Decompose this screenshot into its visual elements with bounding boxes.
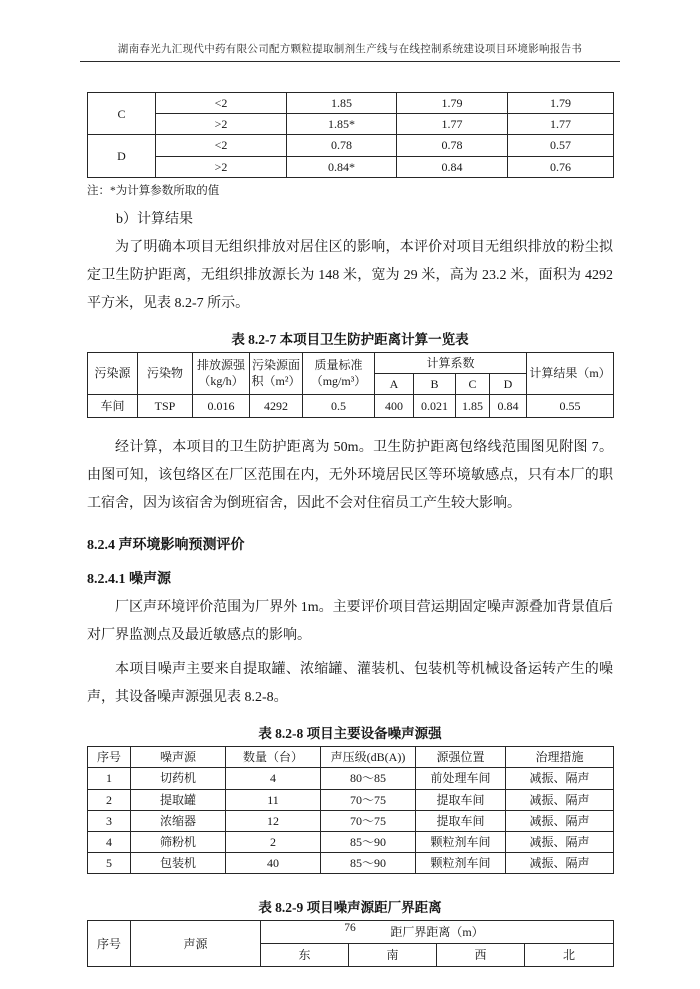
header-source: 污染源	[88, 352, 138, 394]
cell: 400	[375, 395, 414, 418]
cell: 0.76	[508, 156, 614, 177]
paragraph-dust-protection: 为了明确本项目无组织排放对居住区的影响，本评价对项目无组织排放的粉尘拟定卫生防护距离，无组织排放源长为 148 米，宽为 29 米，高为 23.2 米，面积为 4292 平方米，见表 8.2-7 所示。	[87, 239, 613, 311]
cell: 4	[226, 768, 321, 789]
cell: <2	[156, 135, 287, 156]
cell: 2	[88, 789, 131, 810]
cell: 0.5	[303, 395, 375, 418]
cell: 0.84*	[287, 156, 397, 177]
table-827-title: 表 8.2-7 本项目卫生防护距离计算一览表	[231, 331, 469, 347]
cell: 减振、隔声	[506, 853, 614, 874]
group-label: C	[88, 93, 156, 135]
document-header-title: 湖南春光九汇现代中药有限公司配方颗粒提取制剂生产线与在线控制系统建设项目环境影响报告书	[80, 41, 620, 62]
cell: 0.84	[397, 156, 508, 177]
page-content	[87, 92, 613, 967]
cell: 切药机	[131, 768, 226, 789]
header-emission: 排放源强（kg/h）	[193, 352, 250, 394]
cell: 70～75	[321, 810, 416, 831]
cell: >2	[156, 156, 287, 177]
cell: 12	[226, 810, 321, 831]
header-location: 源强位置	[416, 747, 506, 768]
table-row	[88, 831, 614, 852]
table-829-title: 表 8.2-9 项目噪声源距厂界距离	[258, 900, 442, 916]
table-828-title: 表 8.2-8 项目主要设备噪声源强	[258, 726, 442, 742]
cell: 减振、隔声	[506, 789, 614, 810]
header-index: 序号	[88, 747, 131, 768]
header-sound-source: 声源	[131, 921, 261, 967]
cell: 车间	[88, 395, 138, 418]
table-row	[88, 853, 614, 874]
header-coeff-d: D	[490, 373, 527, 394]
cell: 0.84	[490, 395, 527, 418]
section-824-heading: 8.2.4 声环境影响预测评价	[87, 538, 245, 554]
table-header-row	[88, 352, 614, 373]
cell: 1.85*	[287, 114, 397, 135]
cell: 1.85	[456, 395, 490, 418]
cell: 前处理车间	[416, 768, 506, 789]
table-row	[88, 395, 614, 418]
cell: TSP	[138, 395, 193, 418]
header-distance-group: 距厂界距离（m）	[261, 921, 614, 944]
cell: 5	[88, 853, 131, 874]
cell: 1.79	[508, 93, 614, 114]
table-row	[88, 789, 614, 810]
cell: 包装机	[131, 853, 226, 874]
header-coeff-b: B	[414, 373, 456, 394]
cell: 0.55	[527, 395, 614, 418]
page-number: 76	[344, 922, 356, 934]
cell: 0.57	[508, 135, 614, 156]
cell: 减振、隔声	[506, 810, 614, 831]
cell: 提取车间	[416, 810, 506, 831]
cell: 1.77	[397, 114, 508, 135]
table-row	[88, 93, 614, 114]
header-coeff-a: A	[375, 373, 414, 394]
header-north: 北	[525, 944, 614, 967]
table-row	[88, 768, 614, 789]
section-8241-heading: 8.2.4.1 噪声源	[87, 572, 171, 588]
header-area: 污染源面积（m²）	[250, 352, 303, 394]
cell: 0.78	[397, 135, 508, 156]
cell: 1	[88, 768, 131, 789]
paragraph-noise-sources: 本项目噪声主要来自提取罐、浓缩罐、灌装机、包装机等机械设备运转产生的噪声，其设备噪声源强见表 8.2-8。	[87, 662, 613, 706]
header-quantity: 数量（台）	[226, 747, 321, 768]
table-row	[88, 114, 614, 135]
header-standard: 质量标准（mg/m³）	[303, 352, 375, 394]
cell: >2	[156, 114, 287, 135]
cell: 筛粉机	[131, 831, 226, 852]
group-label: D	[88, 135, 156, 177]
cell: 颗粒剂车间	[416, 831, 506, 852]
cell: 0.021	[414, 395, 456, 418]
cell: 40	[226, 853, 321, 874]
header-mitigation: 治理措施	[506, 747, 614, 768]
coefficient-continuation-table	[87, 92, 614, 178]
cell: 2	[226, 831, 321, 852]
subsection-b-heading: b）计算结果	[116, 211, 193, 227]
header-result: 计算结果（m）	[527, 352, 614, 394]
header-pollutant: 污染物	[138, 352, 193, 394]
equipment-noise-table	[87, 746, 614, 874]
cell: <2	[156, 93, 287, 114]
table-row	[88, 135, 614, 156]
cell: 0.78	[287, 135, 397, 156]
cell: 1.85	[287, 93, 397, 114]
cell: 颗粒剂车间	[416, 853, 506, 874]
cell: 1.79	[397, 93, 508, 114]
cell: 11	[226, 789, 321, 810]
cell: 80～85	[321, 768, 416, 789]
header-sound-level: 声压级(dB(A))	[321, 747, 416, 768]
table-row	[88, 156, 614, 177]
paragraph-noise-scope: 厂区声环境评价范围为厂界外 1m。主要评价项目营运期固定噪声源叠加背景值后对厂界监测点及最近敏感点的影响。	[87, 600, 613, 644]
header-west: 西	[437, 944, 525, 967]
cell: 4292	[250, 395, 303, 418]
header-coeff-c: C	[456, 373, 490, 394]
header-south: 南	[349, 944, 437, 967]
paragraph-calculation-result: 经计算，本项目的卫生防护距离为 50m。卫生防护距离包络线范围图见附图 7。由图可知，该包络区在厂区范围在内，无外环境居民区等环境敏感点，只有本厂的职工宿舍，因为该宿舍为倒班宿舍，因此不会对住宿员工产生较大影响。	[87, 440, 613, 512]
header-east: 东	[261, 944, 349, 967]
cell: 减振、隔声	[506, 768, 614, 789]
table-footnote: 注：*为计算参数所取的值	[87, 184, 220, 197]
cell: 3	[88, 810, 131, 831]
cell: 85～90	[321, 853, 416, 874]
cell: 减振、隔声	[506, 831, 614, 852]
cell: 0.016	[193, 395, 250, 418]
cell: 提取车间	[416, 789, 506, 810]
cell: 85～90	[321, 831, 416, 852]
cell: 提取罐	[131, 789, 226, 810]
cell: 1.77	[508, 114, 614, 135]
header-noise-source: 噪声源	[131, 747, 226, 768]
sanitary-protection-distance-table	[87, 352, 614, 418]
header-coefficients: 计算系数	[375, 352, 527, 373]
cell: 70～75	[321, 789, 416, 810]
table-header-row	[88, 747, 614, 768]
cell: 4	[88, 831, 131, 852]
header-index: 序号	[88, 921, 131, 967]
table-row	[88, 810, 614, 831]
cell: 浓缩器	[131, 810, 226, 831]
